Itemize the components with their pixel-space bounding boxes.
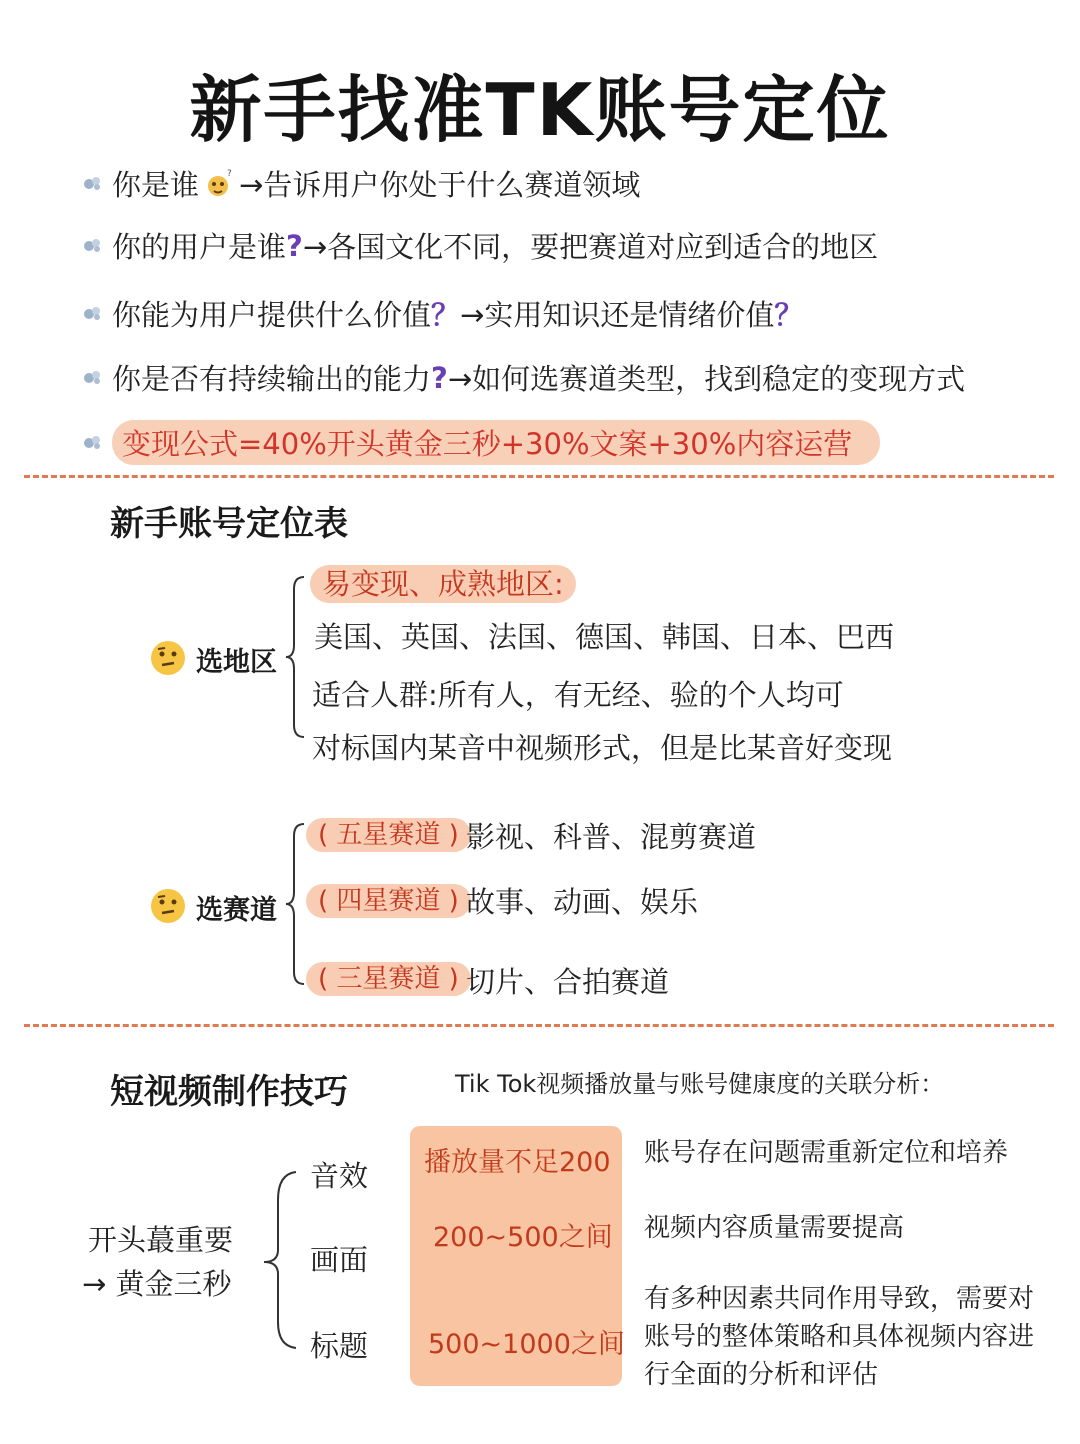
bullet-2-question: 你的用户是谁 <box>112 230 287 264</box>
region-line-3: 对标国内某音中视频形式，但是比某音好变现 <box>312 731 893 765</box>
bullet-who-are-you <box>82 163 640 204</box>
sparkle-icon <box>82 303 104 325</box>
bullet-who-are-users <box>82 225 878 266</box>
divider <box>24 475 1054 478</box>
sparkle-icon <box>82 235 104 257</box>
bullet-2-answer: →各国文化不同，要把赛道对应到适合的地区 <box>302 230 879 264</box>
section-title-video-tips: 短视频制作技巧 <box>110 1072 348 1112</box>
track-text-2: 故事、动画、娱乐 <box>466 885 699 919</box>
region-pill: 易变现、成熟地区: <box>310 565 576 603</box>
track-row-2 <box>306 880 471 917</box>
bullet-4-question: 你是否有持续输出的能力 <box>112 362 432 396</box>
page-title: 新手找准TK账号定位 <box>189 68 891 152</box>
analysis-3: 有多种因素共同作用导致，需要对账号的整体策略和具体视频内容进行全面的分析和评估 <box>644 1284 1035 1390</box>
sparkle-icon <box>82 432 104 454</box>
divider <box>24 1024 1054 1027</box>
section-subtitle-analysis: Tik Tok视频播放量与账号健康度的关联分析： <box>455 1070 945 1098</box>
region-line-2: 适合人群:所有人，有无经、验的个人均可 <box>312 678 844 712</box>
item-sound: 音效 <box>310 1159 369 1193</box>
track-text-3: 切片、合拍赛道 <box>466 965 670 999</box>
question-mark: ? <box>286 228 303 263</box>
question-mark: ？ <box>774 298 804 332</box>
views-200-500: 200~500之间 <box>433 1222 613 1253</box>
views-under-200: 播放量不足200 <box>424 1147 611 1178</box>
label-track: 选赛道 <box>196 895 277 926</box>
track-pill-four-star: ( 四星赛道 ) <box>306 884 471 918</box>
section-title-positioning: 新手账号定位表 <box>110 504 348 544</box>
bullet-3-question: 你能为用户提供什么价值 <box>112 298 432 332</box>
analysis-2: 视频内容质量需要提高 <box>644 1213 905 1243</box>
brace <box>260 1170 300 1350</box>
item-picture: 画面 <box>310 1243 369 1277</box>
region-pill-wrap <box>310 562 576 603</box>
analysis-1: 账号存在问题需重新定位和培养 <box>644 1138 1009 1168</box>
question-mark: ？ <box>431 298 461 332</box>
region-line-1: 美国、英国、法国、德国、韩国、日本、巴西 <box>314 620 895 654</box>
track-row-1 <box>306 814 471 851</box>
bullet-continuous-output <box>82 357 965 398</box>
bullet-formula <box>82 420 880 465</box>
bullet-1-question: 你是谁 <box>112 168 200 202</box>
sparkle-icon <box>82 367 104 389</box>
bullet-1-answer: →告诉用户你处于什么赛道领域 <box>239 168 641 202</box>
views-500-1000: 500~1000之间 <box>428 1329 625 1360</box>
svg-text:?: ? <box>227 168 232 179</box>
left-line-2: → 黄金三秒 <box>82 1267 232 1301</box>
thinking-face-icon <box>148 886 188 926</box>
track-text-1: 影视、科普、混剪赛道 <box>466 820 757 854</box>
brace <box>284 822 306 987</box>
track-row-3 <box>306 958 471 995</box>
track-pill-three-star: ( 三星赛道 ) <box>306 962 471 996</box>
label-region: 选地区 <box>196 647 277 678</box>
question-mark: ? <box>431 360 448 395</box>
bullet-4-answer: →如何选赛道类型，找到稳定的变现方式 <box>447 362 966 396</box>
bullet-what-value <box>82 293 803 334</box>
thinking-face-icon <box>148 638 188 678</box>
bullet-3-answer: →实用知识还是情绪价值 <box>460 298 775 332</box>
formula-highlight: 变现公式=40%开头黄金三秒+30%文案+30%内容运营 <box>112 420 880 465</box>
thinking-monkey-icon <box>203 168 235 200</box>
item-title: 标题 <box>310 1329 369 1363</box>
left-line-1: 开头蕞重要 <box>88 1223 234 1257</box>
track-pill-five-star: ( 五星赛道 ) <box>306 818 471 852</box>
brace <box>284 575 306 740</box>
sparkle-icon <box>82 173 104 195</box>
